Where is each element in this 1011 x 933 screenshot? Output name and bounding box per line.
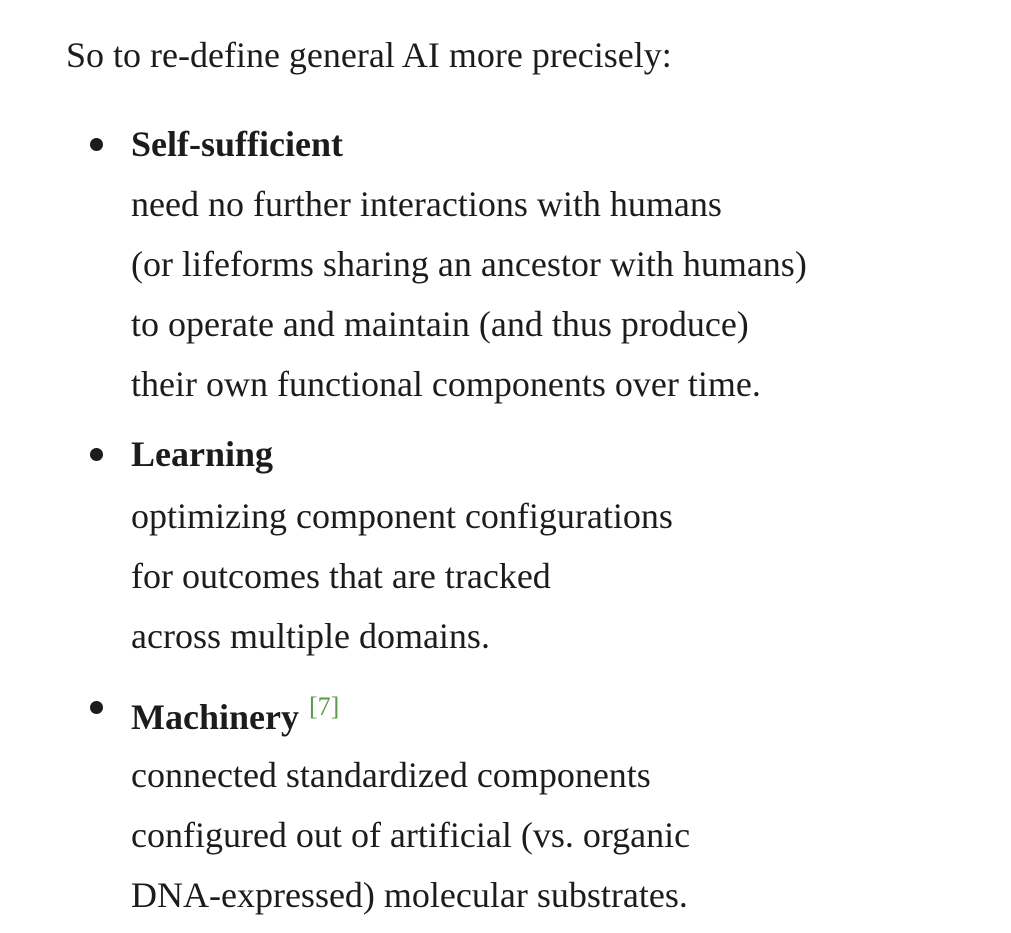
definition-line: DNA-expressed) molecular substrates.	[131, 875, 688, 915]
definition-lines	[131, 745, 690, 925]
definition-line: configured out of artificial (vs. organic	[131, 815, 691, 855]
term-label: Self-sufficient	[131, 124, 343, 164]
definition-line: for outcomes that are tracked	[131, 556, 551, 596]
definition-lines	[131, 174, 807, 414]
bullet-icon	[90, 138, 103, 151]
term-self-sufficient	[131, 119, 343, 169]
definition-line: need no further interactions with humans	[131, 184, 722, 224]
definition-line: (or lifeforms sharing an ancestor with humans)	[131, 244, 807, 284]
definition-line: connected standardized components	[131, 755, 651, 795]
term-machinery	[131, 682, 339, 742]
term-label: Machinery	[131, 697, 299, 737]
term-label: Learning	[131, 434, 274, 474]
definition-line: their own functional components over time.	[131, 364, 761, 404]
footnote-reference-link[interactable]: [7]	[308, 692, 340, 721]
definition-line: optimizing component configurations	[131, 496, 673, 536]
definition-line: across multiple domains.	[131, 616, 490, 656]
bullet-icon	[90, 701, 103, 714]
definition-lines	[131, 486, 673, 666]
term-learning	[131, 429, 273, 479]
intro-paragraph: So to re-define general AI more precisely:	[66, 35, 672, 75]
definition-line: to operate and maintain (and thus produce)	[131, 304, 749, 344]
bullet-icon	[90, 448, 103, 461]
